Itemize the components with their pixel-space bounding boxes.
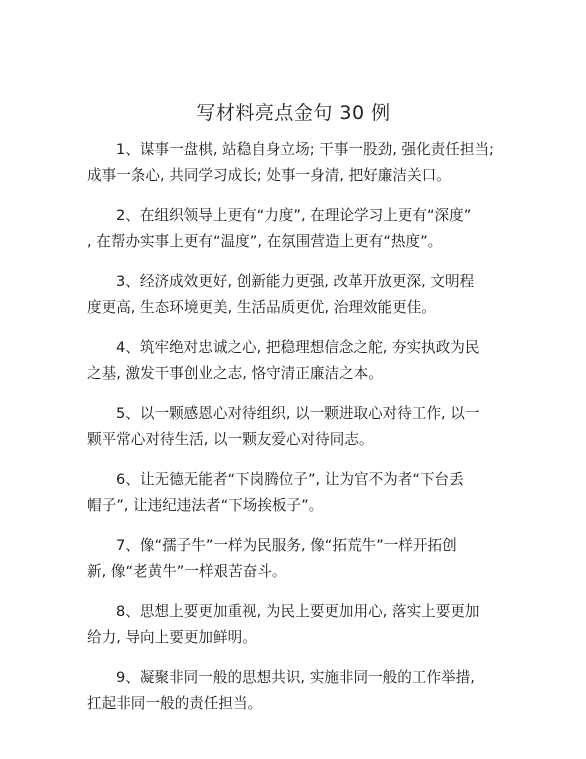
item-line: 1、谋事一盘棋, 站稳自身立场; 干事一股劲, 强化责任担当; bbox=[116, 141, 494, 158]
list-item bbox=[87, 533, 500, 585]
item-line: 新, 像“老黄牛”一样艰苦奋斗。 bbox=[87, 563, 287, 580]
item-line: 9、凝聚非同一般的思想共识, 实施非同一般的工作举措, bbox=[116, 669, 475, 686]
item-line: 扛起非同一般的责任担当。 bbox=[87, 695, 263, 712]
item-line: 给力, 导向上要更加鲜明。 bbox=[87, 629, 257, 646]
item-line: 2、在组织领导上更有“力度”, 在理论学习上更有“深度” bbox=[116, 207, 472, 224]
item-line: 6、让无德无能者“下岗腾位子”, 让为官不为者“下台丢 bbox=[116, 471, 464, 488]
list-item bbox=[87, 467, 500, 519]
document-title: 写材料亮点金句 30 例 bbox=[196, 102, 391, 124]
item-line: 度更高, 生态环境更美, 生活品质更优, 治理效能更佳。 bbox=[87, 299, 436, 316]
list-item bbox=[87, 203, 500, 255]
item-line: 3、经济成效更好, 创新能力更强, 改革开放更深, 文明程 bbox=[116, 273, 475, 290]
item-line: 5、以一颗感恩心对待组织, 以一颗进取心对待工作, 以一 bbox=[116, 405, 480, 422]
list-item bbox=[87, 599, 500, 651]
list-item bbox=[87, 269, 500, 321]
list-item bbox=[87, 137, 500, 189]
item-line: 成事一条心, 共同学习成长; 处事一身清, 把好廉洁关口。 bbox=[87, 167, 451, 184]
item-line: , 在帮办实事上更有“温度”, 在氛围营造上更有“热度”。 bbox=[87, 233, 443, 250]
list-item bbox=[87, 665, 500, 717]
item-line: 8、思想上要更加重视, 为民上要更加用心, 落实上要更加 bbox=[116, 603, 480, 620]
list-item bbox=[87, 401, 500, 453]
item-line: 7、像“孺子牛”一样为民服务, 像“拓荒牛”一样开拓创 bbox=[116, 537, 457, 554]
item-line: 4、筑牢绝对忠诚之心, 把稳理想信念之舵, 夯实执政为民 bbox=[116, 339, 480, 356]
item-line: 颗平常心对待生活, 以一颗友爱心对待同志。 bbox=[87, 431, 374, 448]
item-line: 之基, 激发干事创业之志, 恪守清正廉洁之本。 bbox=[87, 365, 383, 382]
item-line: 帽子”, 让违纪违法者“下场挨板子”。 bbox=[87, 497, 324, 514]
list-item bbox=[87, 335, 500, 387]
